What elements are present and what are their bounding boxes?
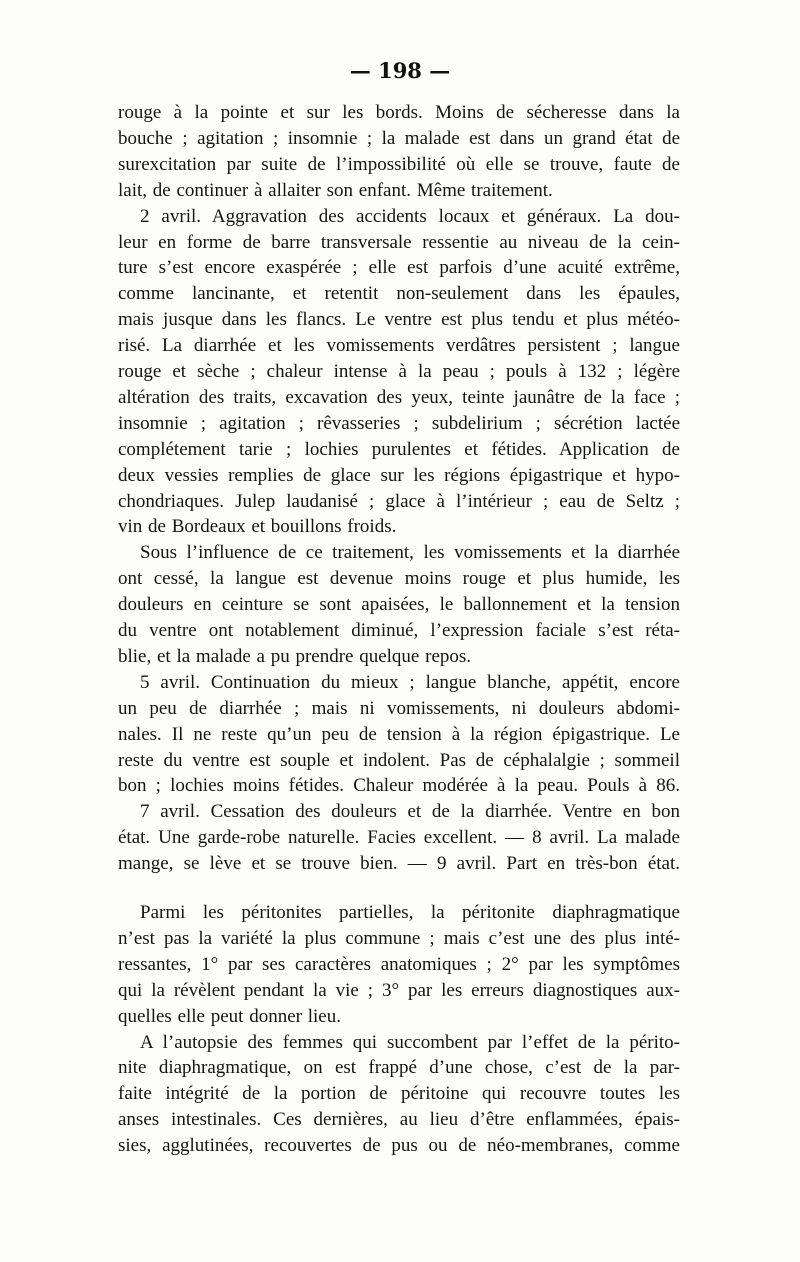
text-line: douleurs en ceinture se sont apaisées, le ballonnement et la tension — [118, 594, 680, 616]
page-number: — 198 — — [349, 58, 451, 83]
text-line: altération des traits, excavation des yeux, teinte jaunâtre de la face ; — [118, 386, 680, 408]
text-line: 7 avril. Cessation des douleurs et de la diarrhée. Ventre en bon — [140, 801, 680, 823]
text-line: chondriaques. Julep laudanisé ; glace à l’intérieur ; eau de Seltz ; — [118, 490, 680, 512]
text-line: n’est pas la variété la plus commune ; mais c’est une des plus inté- — [118, 927, 680, 949]
text-line: faite intégrité de la portion de péritoine qui recouvre toutes les — [118, 1083, 680, 1105]
text-line: bon ; lochies moins fétides. Chaleur modérée à la peau. Pouls à 86. — [118, 775, 680, 797]
text-line: bouche ; agitation ; insomnie ; la malade est dans un grand état de — [118, 127, 680, 149]
text-line: blie, et la malade a pu prendre quelque repos. — [118, 645, 472, 667]
text-line: quelles elle peut donner lieu. — [118, 1005, 341, 1027]
text-line: sies, agglutinées, recouvertes de pus ou de néo-membranes, comme — [118, 1135, 680, 1157]
text-line: lait, de continuer à allaiter son enfant. Même traitement. — [118, 179, 553, 201]
text-line: rouge à la pointe et sur les bords. Moins de sécheresse dans la — [118, 102, 680, 123]
text-line: Sous l’influence de ce traitement, les vomissements et la diarrhée — [140, 542, 680, 564]
text-line: état. Une garde-robe naturelle. Facies excellent. — 8 avril. La malade — [118, 827, 680, 849]
text-line: insomnie ; agitation ; rêvasseries ; subdelirium ; sécrétion lactée — [118, 412, 680, 434]
text-line: deux vessies remplies de glace sur les régions épigastrique et hypo- — [118, 464, 680, 486]
text-line: un peu de diarrhée ; mais ni vomissements, ni douleurs abdomi- — [118, 697, 680, 719]
text-line: A l’autopsie des femmes qui succombent par l’effet de la périto- — [140, 1031, 680, 1053]
text-line: Parmi les péritonites partielles, la péritonite diaphragmatique — [140, 902, 680, 923]
text-line: risé. La diarrhée et les vomissements verdâtres persistent ; langue — [118, 335, 680, 357]
text-line: nite diaphragmatique, on est frappé d’une chose, c’est de la par- — [118, 1057, 680, 1079]
text-line: surexcitation par suite de l’impossibilité où elle se trouve, faute de — [118, 153, 680, 175]
text-line: vin de Bordeaux et bouillons froids. — [118, 516, 397, 538]
text-line: ture s’est encore exaspérée ; elle est parfois d’une acuité extrême, — [118, 257, 680, 279]
text-line: complétement tarie ; lochies purulentes et fétides. Application de — [118, 438, 680, 460]
text-line: 5 avril. Continuation du mieux ; langue blanche, appétit, encore — [140, 671, 680, 693]
text-line: reste du ventre est souple et indolent. Pas de céphalalgie ; sommeil — [118, 749, 680, 771]
text-line: anses intestinales. Ces dernières, au lieu d’être enflammées, épais- — [118, 1109, 680, 1131]
text-line: comme lancinante, et retentit non-seulement dans les épaules, — [118, 283, 680, 305]
text-line: 2 avril. Aggravation des accidents locaux et généraux. La dou- — [140, 205, 680, 227]
text-line: qui la révèlent pendant la vie ; 3° par les erreurs diagnostiques aux- — [118, 979, 680, 1001]
text-line: leur en forme de barre transversale ressentie au niveau de la cein- — [118, 231, 680, 253]
text-line: du ventre ont notablement diminué, l’expression faciale s’est réta- — [118, 620, 680, 641]
text-line: ressantes, 1° par ses caractères anatomiques ; 2° par les symptômes — [118, 953, 680, 975]
text-line: ont cessé, la langue est devenue moins rouge et plus humide, les — [118, 568, 680, 590]
text-line: nales. Il ne reste qu’un peu de tension à la région épigastrique. Le — [118, 723, 680, 745]
text-line: mais jusque dans les flancs. Le ventre est plus tendu et plus météo- — [118, 309, 680, 331]
text-line: rouge et sèche ; chaleur intense à la peau ; pouls à 132 ; légère — [118, 361, 680, 382]
text-line: mange, se lève et se trouve bien. — 9 avril. Part en très-bon état. — [118, 853, 680, 875]
